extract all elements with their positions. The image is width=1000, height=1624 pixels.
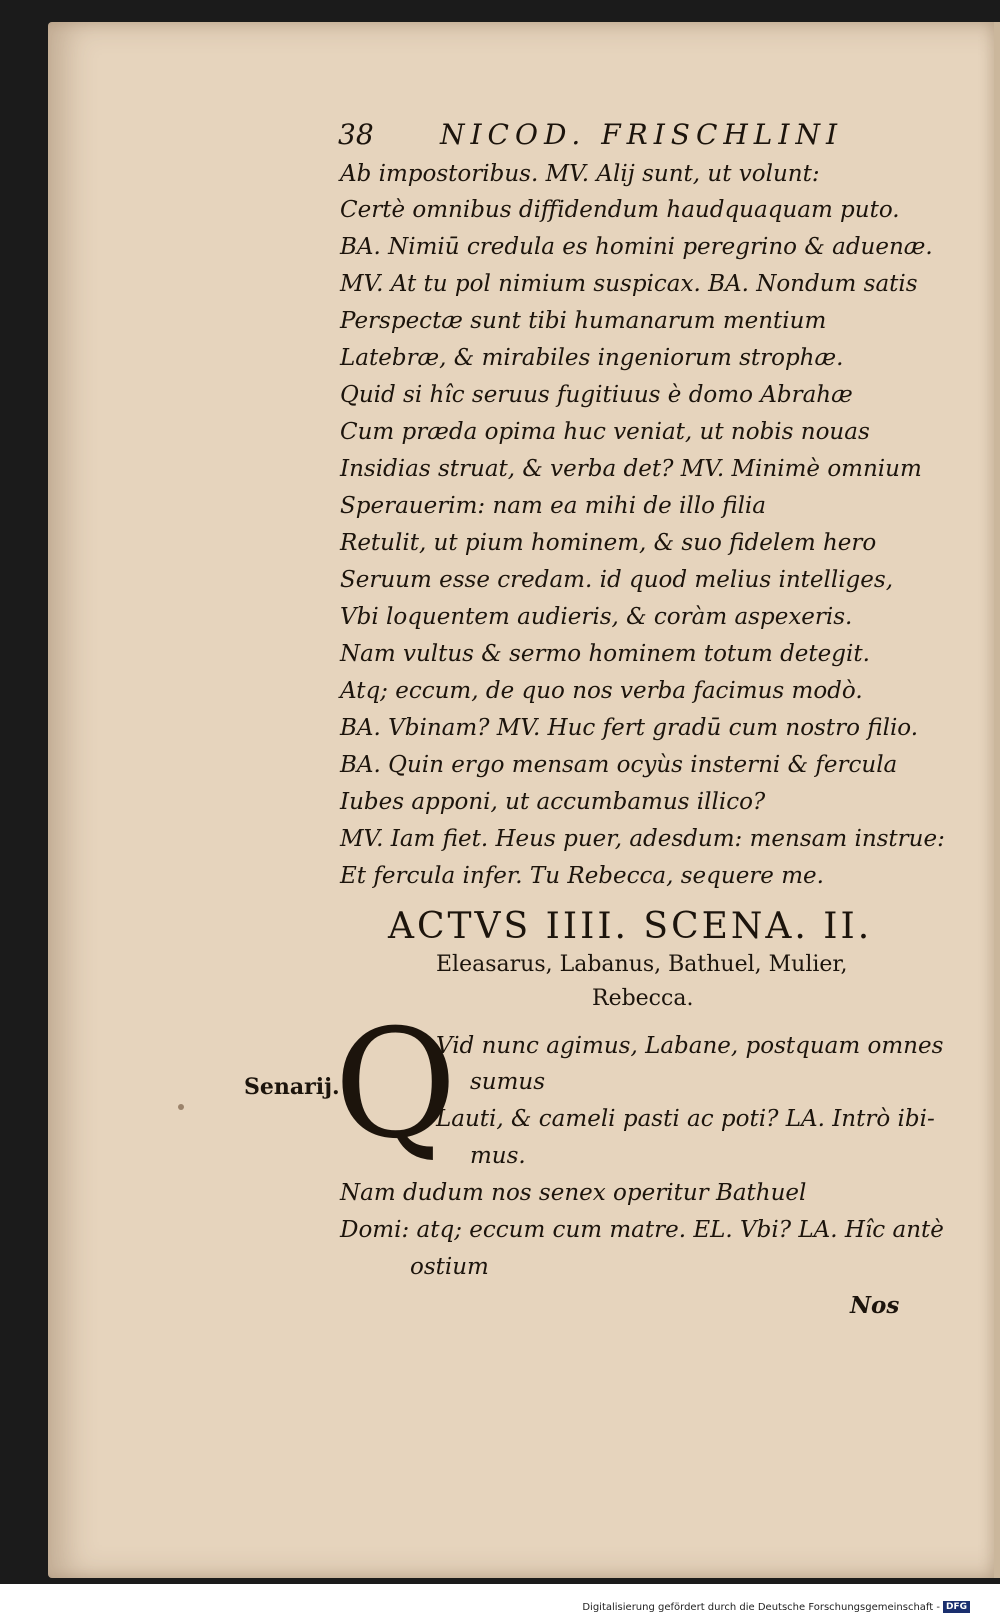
text-line: Vbi loquentem audieris, & coràm aspexeris. — [340, 604, 853, 630]
meter-note: Senarij. — [244, 1074, 340, 1100]
dramatis-personae-cont: Rebecca. — [592, 986, 694, 1011]
running-title: NICOD. FRISCHLINI — [440, 118, 843, 151]
text-line: Iubes apponi, ut accumbamus illico? — [340, 789, 766, 815]
credit-text: Digitalisierung gefördert durch die Deutsche Forschungsgemeinschaft - — [582, 1602, 940, 1613]
scene-line: sumus — [470, 1069, 546, 1095]
catchword: Nos — [850, 1292, 900, 1319]
text-line: MV. Iam fiet. Heus puer, adesdum: mensam instrue: — [340, 826, 945, 852]
text-line: Et fercula infer. Tu Rebecca, sequere me. — [340, 863, 824, 889]
scene-line: mus. — [470, 1143, 526, 1169]
text-line: Perspectæ sunt tibi humanarum mentium — [340, 308, 827, 334]
text-line: BA. Quin ergo mensam ocyùs insterni & fercula — [340, 752, 898, 778]
text-line: BA. Vbinam? MV. Huc fert gradū cum nostro filio. — [340, 715, 919, 741]
digitization-credit — [582, 1601, 970, 1613]
page-edge — [994, 22, 1000, 1578]
text-line: Latebræ, & mirabiles ingeniorum strophæ. — [340, 345, 844, 371]
text-line: Nam vultus & sermo hominem totum detegit. — [340, 641, 870, 667]
page-number: 38 — [338, 118, 374, 151]
drop-cap: Q — [334, 998, 457, 1172]
text-line: BA. Nimiū credula es homini peregrino & aduenæ. — [340, 234, 933, 260]
text-line: MV. At tu pol nimium suspicax. BA. Nondum satis — [340, 271, 918, 297]
scene-line: Domi: atq; eccum cum matre. EL. Vbi? LA. Hîc antè — [340, 1217, 944, 1243]
scene-line: ostium — [410, 1254, 489, 1280]
text-line: Sperauerim: nam ea mihi de illo filia — [340, 493, 767, 519]
text-line: Cum præda opima huc veniat, ut nobis nouas — [340, 419, 870, 445]
text-line: Retulit, ut pium hominem, & suo fidelem hero — [340, 530, 877, 556]
text-line: Insidias struat, & verba det? MV. Minimè omnium — [340, 456, 922, 482]
text-line: Atq; eccum, de quo nos verba facimus modò. — [340, 678, 863, 704]
dfg-logo: DFG — [943, 1601, 970, 1613]
text-line: Certè omnibus diffidendum haudquaquam puto. — [340, 197, 900, 223]
text-line: Seruum esse credam. id quod melius intelliges, — [340, 567, 894, 593]
dramatis-personae: Eleasarus, Labanus, Bathuel, Mulier, — [436, 952, 848, 977]
text-line: Quid si hîc seruus fugitiuus è domo Abrahæ — [340, 382, 853, 408]
text-line: Ab impostoribus. MV. Alij sunt, ut volunt: — [340, 161, 820, 187]
paper-stain — [178, 1104, 184, 1110]
scene-title: ACTVS IIII. SCENA. II. — [388, 906, 873, 947]
scene-line: Vid nunc agimus, Labane, postquam omnes — [436, 1033, 944, 1059]
scene-line: Lauti, & cameli pasti ac poti? LA. Intrò ibi- — [436, 1106, 935, 1132]
scene-line: Nam dudum nos senex operitur Bathuel — [340, 1180, 807, 1206]
